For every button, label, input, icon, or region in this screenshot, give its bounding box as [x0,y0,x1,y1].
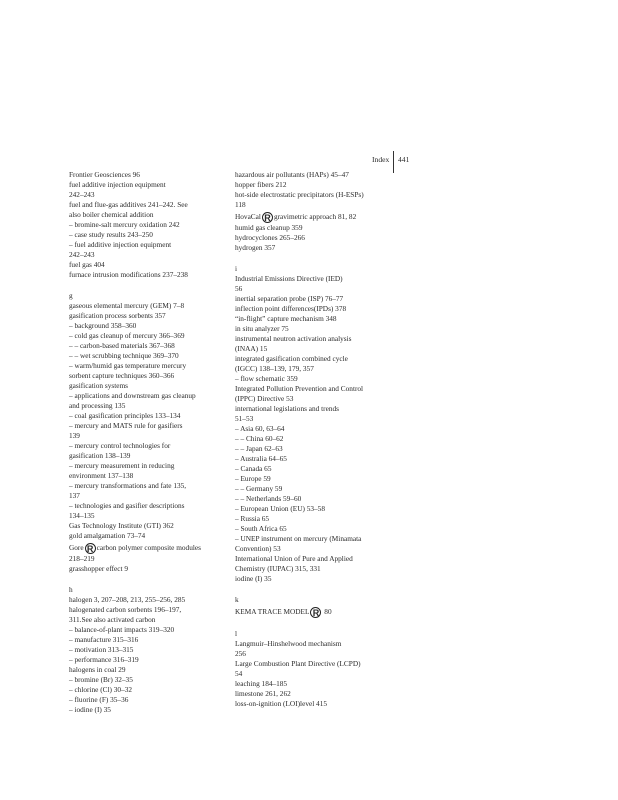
index-entry: gaseous elemental mercury (GEM) 7–8 [69,301,185,310]
index-entry: hazardous air pollutants (HAPs) 45–47 [235,170,349,179]
index-entry: 118 [235,200,246,209]
index-entry: – manufacture 315–316 [69,635,139,644]
index-entry: halogenated carbon sorbents 196–197, [69,605,182,614]
index-entry: Convention) 53 [235,544,281,553]
index-entry: – – wet scrubbing technique 369–370 [69,351,179,360]
index-entry: “in-flight” capture mechanism 348 [235,314,337,323]
index-entry: – European Union (EU) 53–58 [235,504,325,513]
index-entry: – iodine (I) 35 [69,705,111,714]
index-entry: – Europe 59 [235,474,271,483]
index-entry: – mercury and MATS rule for gasifiers [69,421,183,430]
index-entry: – warm/humid gas temperature mercury [69,361,187,370]
index-entry: inertial separation probe (ISP) 76–77 [235,294,344,303]
index-entry: Industrial Emissions Directive (IED) [235,274,343,283]
index-entry: environment 137–138 [69,471,134,480]
index-entry: iodine (I) 35 [235,574,272,583]
index-entry: sorbent capture techniques 360–366 [69,371,175,380]
index-entry: – bromine (Br) 32–35 [69,675,133,684]
index-entry: 311.See also activated carbon [69,615,156,624]
index-entry: furnace intrusion modifications 237–238 [69,270,188,279]
index-entry: – motivation 313–315 [69,645,134,654]
index-entry: – Russia 65 [235,514,270,523]
index-entry: gasification 138–139 [69,451,131,460]
index-entry: Gore R carbon polymer composite modules [69,543,201,554]
index-entry: halogen 3, 207–208, 213, 255–256, 285 [69,595,186,604]
index-entry: – – Netherlands 59–60 [235,494,302,503]
index-entry: – bromine-salt mercury oxidation 242 [69,220,180,229]
index-entry: – performance 316–319 [69,655,139,664]
index-entry: 256 [235,649,246,658]
index-entry: 51–53 [235,414,254,423]
index-entry: – mercury measurement in reducing [69,461,175,470]
index-entry: g [69,291,73,300]
index-entry: gasification systems [69,381,128,390]
index-entry: – mercury transformations and fate 135, [69,481,187,490]
index-entry: 134–135 [69,511,95,520]
index-entry: – – Germany 59 [235,484,283,493]
index-entry: – coal gasification principles 133–134 [69,411,181,420]
index-entry: – cold gas cleanup of mercury 366–369 [69,331,185,340]
index-entry: 56 [235,284,243,293]
registered-mark-icon: R [262,212,273,223]
index-entry: – flow schematic 359 [235,374,298,383]
index-entry: – chlorine (Cl) 30–32 [69,685,133,694]
index-entry: Frontier Geosciences 96 [69,170,140,179]
index-entry: Gas Technology Institute (GTI) 362 [69,521,174,530]
index-entry: – Asia 60, 63–64 [235,424,285,433]
index-entry: – South Africa 65 [235,524,287,533]
index-entry: fuel and flue-gas additives 241–242. See [69,200,188,209]
index-entry: International Union of Pure and Applied [235,554,353,563]
index-entry: Large Combustion Plant Directive (LCPD) [235,659,361,668]
index-entry [235,253,415,264]
index-entry [235,584,415,595]
index-entry [69,574,237,585]
index-entry: – – Japan 62–63 [235,444,283,453]
index-entry: grasshopper effect 9 [69,564,129,573]
index-entry: Integrated Pollution Prevention and Control [235,384,364,393]
index-entry: (IPPC) Directive 53 [235,394,294,403]
index-entry: – fluorine (F) 35–36 [69,695,129,704]
index-entry: 242–243 [69,190,95,199]
index-entry: fuel additive injection equipment [69,180,166,189]
index-column-left [69,170,237,715]
page-number: 441 [398,155,410,164]
index-entry: hydrogen 357 [235,243,276,252]
index-entry: – Australia 64–65 [235,454,287,463]
index-entry: hydrocyclones 265–266 [235,233,305,242]
index-entry: i [235,264,238,273]
index-entry: – technologies and gasifier descriptions [69,501,185,510]
index-entry: – case study results 243–250 [69,230,153,239]
index-entry: hopper fibers 212 [235,180,287,189]
index-entry: loss-on-ignition (LOI)level 415 [235,699,328,708]
index-entry: hot-side electrostatic precipitators (H-ESPs) [235,190,364,199]
index-entry: inflection point differences(IPDs) 378 [235,304,347,313]
index-entry: 242–243 [69,250,95,259]
index-entry: l [235,629,238,638]
index-entry: (IGCC) 138–139, 179, 357 [235,364,314,373]
index-entry: gasification process sorbents 357 [69,311,166,320]
index-entry: HovaCal R gravimetric approach 81, 82 [235,212,357,223]
index-entry: in situ analyzer 75 [235,324,289,333]
index-entry: – – carbon-based materials 367–368 [69,341,175,350]
registered-mark-icon: R [310,607,321,618]
index-entry: Chemistry (IUPAC) 315, 331 [235,564,321,573]
index-entry: – Canada 65 [235,464,272,473]
index-entry: k [235,595,239,604]
index-entry: also boiler chemical addition [69,210,154,219]
index-entry: instrumental neutron activation analysis [235,334,352,343]
index-entry: – background 358–360 [69,321,137,330]
index-entry: 218–219 [69,554,95,563]
index-entry: 137 [69,491,80,500]
index-entry: halogens in coal 29 [69,665,126,674]
index-entry [235,618,415,629]
header-label: Index [372,155,390,164]
index-entry: international legislations and trends [235,404,339,413]
index-entry: gold amalgamation 73–74 [69,531,146,540]
index-entry: limestone 261, 262 [235,689,291,698]
index-entry: integrated gasification combined cycle [235,354,348,363]
index-entry: h [69,585,73,594]
index-entry: – applications and downstream gas cleanup [69,391,196,400]
index-entry: leaching 184–185 [235,679,288,688]
registered-mark-icon: R [85,543,96,554]
index-entry: humid gas cleanup 359 [235,223,303,232]
index-entry [69,280,237,291]
index-entry: – mercury control technologies for [69,441,171,450]
index-entry: – fuel additive injection equipment [69,240,172,249]
index-entry: (INAA) 15 [235,344,268,353]
index-entry: 54 [235,669,243,678]
index-column-right [235,170,415,709]
index-entry: fuel gas 404 [69,260,105,269]
index-entry: 139 [69,431,80,440]
index-entry: and processing 135 [69,401,126,410]
index-entry: Langmuir–Hinshelwood mechanism [235,639,342,648]
index-entry: KEMA TRACE MODEL R 80 [235,607,332,618]
index-entry: – balance-of-plant impacts 319–320 [69,625,175,634]
index-entry: – UNEP instrument on mercury (Minamata [235,534,362,543]
index-entry: – – China 60–62 [235,434,284,443]
